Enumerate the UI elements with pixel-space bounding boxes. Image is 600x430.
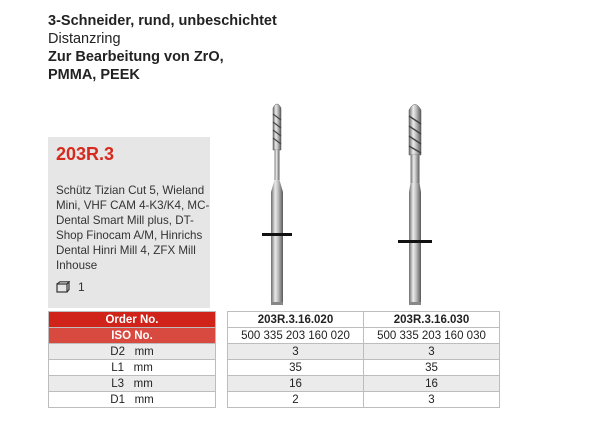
row-label-d2: D2 mm (49, 344, 216, 360)
row-label-l3: L3 mm (49, 376, 216, 392)
cell-d1-020: 2 (228, 392, 364, 408)
table-row-l3 (49, 376, 500, 392)
cell-l1-020: 35 (228, 360, 364, 376)
iso-row (49, 328, 500, 344)
row-label-l1: L1 mm (49, 360, 216, 376)
spec-table (48, 311, 500, 408)
order-number-030: 203R.3.16.030 (364, 312, 500, 328)
tool-image-030 (390, 100, 440, 310)
header-line-2: Distanzring (48, 31, 121, 47)
header-line-1: 3-Schneider, rund, unbeschichtet (48, 13, 277, 29)
product-code: 203R.3 (56, 144, 115, 164)
cell-l1-030: 35 (364, 360, 500, 376)
header (48, 12, 348, 84)
iso-label: ISO No. (49, 328, 216, 344)
header-line-4: PMMA, PEEK (48, 67, 140, 83)
iso-number-020: 500 335 203 160 020 (228, 328, 364, 344)
cell-d2-020: 3 (228, 344, 364, 360)
product-description: Schütz Tizian Cut 5, Wieland Mini, VHF CAM 4-K3/K4, MC-Dental Smart Mill plus, DT-Shop Finocam A/M, Hinrichs Dental Hinri Mill 4, ZFX Mill Inhouse (56, 184, 210, 272)
order-label: Order No. (49, 312, 216, 328)
cell-d2-030: 3 (364, 344, 500, 360)
cell-d1-030: 3 (364, 392, 500, 408)
order-number-020: 203R.3.16.020 (228, 312, 364, 328)
package-icon (56, 281, 70, 293)
order-row (49, 312, 500, 328)
cell-l3-020: 16 (228, 376, 364, 392)
tool-image-020 (252, 100, 302, 310)
pack-info (56, 280, 85, 294)
pack-quantity: 1 (78, 280, 85, 294)
table-row-d2 (49, 344, 500, 360)
table-row-l1 (49, 360, 500, 376)
table-row-d1 (49, 392, 500, 408)
header-line-3: Zur Bearbeitung von ZrO, (48, 49, 224, 65)
iso-number-030: 500 335 203 160 030 (364, 328, 500, 344)
row-label-d1: D1 mm (49, 392, 216, 408)
cell-l3-030: 16 (364, 376, 500, 392)
